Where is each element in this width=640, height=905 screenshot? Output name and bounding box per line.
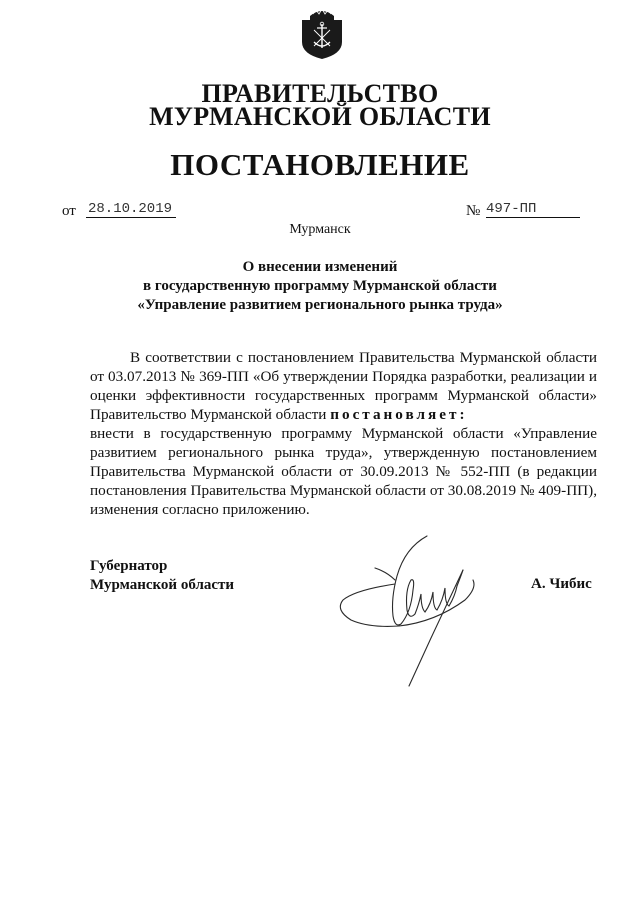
number-value: 497-ПП [486,201,580,218]
signatory-title-line: Мурманской области [90,577,235,593]
number-label: № [466,203,481,219]
decree-word: постановляет: [330,406,468,423]
date-value: 28.10.2019 [86,201,176,218]
subject-line: «Управление развитием регионального рынка труда» [137,297,503,313]
document-type-title: ПОСТАНОВЛЕНИЕ [170,147,470,182]
date-label: от [62,203,76,219]
decision-paragraph [90,424,597,519]
government-name-line1: ПРАВИТЕЛЬСТВО [201,79,439,108]
government-name-line2: МУРМАНСКОЙ ОБЛАСТИ [149,102,491,131]
preamble-text: В соответствии с постановлением Правительства Мурманской области от 03.07.2013 № 369-ПП «Об утверждении Порядка разработки, реализации и оценки эффективности государственных программ Мурманской области» Правительство Мурманской области [90,349,597,423]
document-subject [0,258,640,315]
decision-text: внести в государственную программу Мурманской области «Управление развитием регионального рынка труда», утвержденную постановлением Правительства Мурманской области от 30.09.2013 № 552-ПП (в редакции постановления Правительства Мурманской области от 30.08.2019 № 409-ПП), изменения согласно приложению. [90,425,597,518]
signatory-title [90,557,234,595]
preamble-paragraph [90,348,597,424]
coat-of-arms-icon [300,6,344,60]
city: Мурманск [289,222,351,237]
signatory-name: А. Чибис [531,576,592,592]
subject-line: О внесении изменений [242,259,398,275]
handwritten-signature [335,528,495,688]
subject-line: в государственную программу Мурманской области [143,278,497,294]
signatory-title-line: Губернатор [90,558,168,574]
